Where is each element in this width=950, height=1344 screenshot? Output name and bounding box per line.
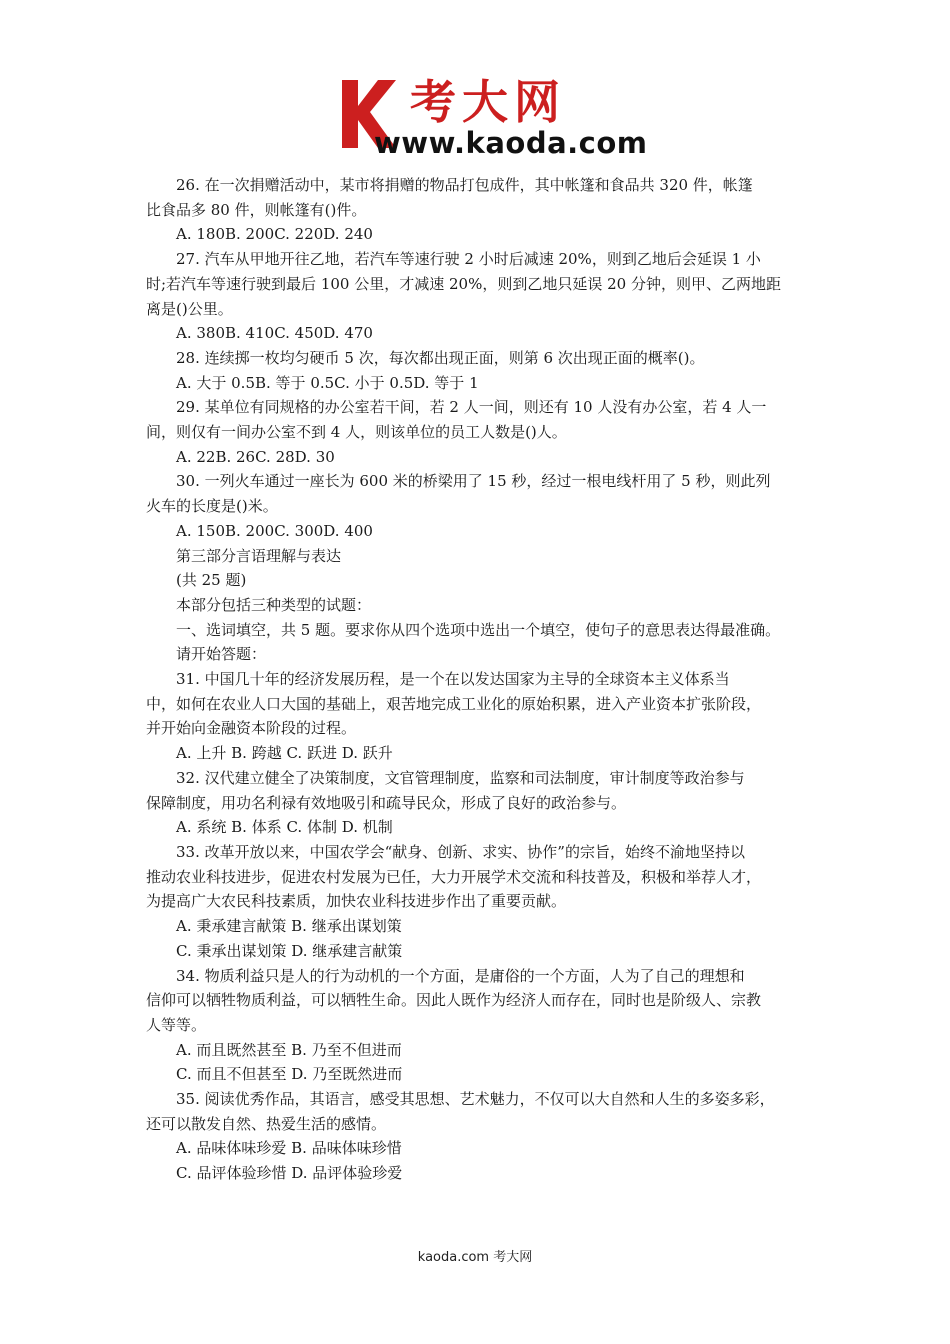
text-line: (共 25 题) (176, 571, 247, 590)
text-line: 本部分包括三种类型的试题： (176, 595, 372, 614)
text-line: A. 180B. 200C. 220D. 240 (176, 225, 373, 244)
text-line: 比食品多 80 件，则帐篷有()件。 (146, 200, 367, 219)
logo-url-text: www.kaoda.com (374, 126, 648, 160)
text-line: 时;若汽车等速行驶到最后 100 公里，才减速 20%，则到乙地只延误 20 分钟，则甲、乙两地距 (146, 274, 781, 293)
text-line: 还可以散发自然、热爱生活的感情。 (146, 1114, 387, 1133)
text-line: 中，如何在农业人口大国的基础上，艰苦地完成工业化的原始积累，进入产业资本扩张阶段， (146, 694, 762, 713)
text-line: 推动农业科技进步，促进农村发展为已任，大力开展学术交流和科技普及，积极和举荐人才， (146, 867, 762, 886)
text-line: C. 而且不但甚至 D. 乃至既然进而 (176, 1065, 403, 1084)
text-line: 信仰可以牺牲物质利益，可以牺牲生命。因此人既作为经济人而存在，同时也是阶级人、宗教 (146, 991, 762, 1010)
text-line: 30. 一列火车通过一座长为 600 米的桥梁用了 15 秒，经过一根电线杆用了 5 秒，则此列 (176, 472, 771, 491)
text-line: 火车的长度是()米。 (146, 497, 278, 516)
text-line: A. 系统 B. 体系 C. 体制 D. 机制 (176, 818, 393, 837)
text-line: 27. 汽车从甲地开往乙地，若汽车等速行驶 2 小时后减速 20%，则到乙地后会延误 1 小 (176, 250, 761, 269)
text-line: 离是()公里。 (146, 299, 233, 318)
text-line: A. 22B. 26C. 28D. 30 (176, 447, 335, 466)
text-line: 并开始向金融资本阶段的过程。 (146, 719, 357, 738)
text-line: 保障制度，用功名利禄有效地吸引和疏导民众，形成了良好的政治参与。 (146, 793, 627, 812)
text-line: A. 而且既然甚至 B. 乃至不但进而 (176, 1040, 402, 1059)
logo-chinese-text: 考大网 (410, 75, 566, 129)
text-line: 一、选词填空，共 5 题。要求你从四个选项中选出一个填空，使句子的意思表达得最准确。 (176, 620, 781, 639)
text-line: A. 大于 0.5B. 等于 0.5C. 小于 0.5D. 等于 1 (176, 373, 479, 392)
text-line: 31. 中国几十年的经济发展历程，是一个在以发达国家为主导的全球资本主义体系当 (176, 670, 730, 689)
page-footer: kaoda.com 考大网 (417, 1250, 533, 1265)
text-line: 29. 某单位有同规格的办公室若干间，若 2 人一间，则还有 10 人没有办公室，若 4 人一 (176, 398, 767, 417)
text-line: 28. 连续掷一枚均匀硬币 5 次，每次都出现正面，则第 6 次出现正面的概率()。 (176, 348, 705, 367)
text-line: 33. 改革开放以来，中国农学会“献身、创新、求实、协作”的宗旨，始终不渝地坚持以 (176, 842, 745, 861)
text-line: 间，则仅有一间办公室不到 4 人，则该单位的员工人数是()人。 (146, 423, 567, 442)
text-line: C. 秉承出谋划策 D. 继承建言献策 (176, 941, 403, 960)
text-line: 第三部分言语理解与表达 (176, 546, 342, 565)
text-line: A. 上升 B. 跨越 C. 跃进 D. 跃升 (176, 744, 393, 763)
text-line: 为提高广大农民科技素质，加快农业科技进步作出了重要贡献。 (146, 892, 567, 911)
kaoda-logo (338, 74, 658, 160)
text-line: 35. 阅读优秀作品，其语言，感受其思想、艺术魅力，不仅可以大自然和人生的多姿多彩， (176, 1090, 775, 1109)
text-line: C. 品评体验珍惜 D. 品评体验珍爱 (176, 1164, 403, 1183)
text-line: A. 150B. 200C. 300D. 400 (176, 521, 373, 540)
text-line: 请开始答题： (176, 645, 267, 664)
text-line: A. 品味体味珍爱 B. 品味体味珍惜 (176, 1139, 402, 1158)
text-line: 34. 物质利益只是人的行为动机的一个方面，是庸俗的一个方面，人为了自己的理想和 (176, 966, 745, 985)
text-line: 人等等。 (146, 1015, 207, 1034)
text-line: A. 秉承建言献策 B. 继承出谋划策 (176, 917, 402, 936)
text-line: A. 380B. 410C. 450D. 470 (176, 324, 373, 343)
exam-content (146, 173, 810, 1186)
text-line: 32. 汉代建立健全了决策制度，文官管理制度，监察和司法制度，审计制度等政治参与 (176, 768, 745, 787)
text-line: 26. 在一次捐赠活动中，某市将捐赠的物品打包成件，其中帐篷和食品共 320 件，帐篷 (176, 176, 753, 194)
